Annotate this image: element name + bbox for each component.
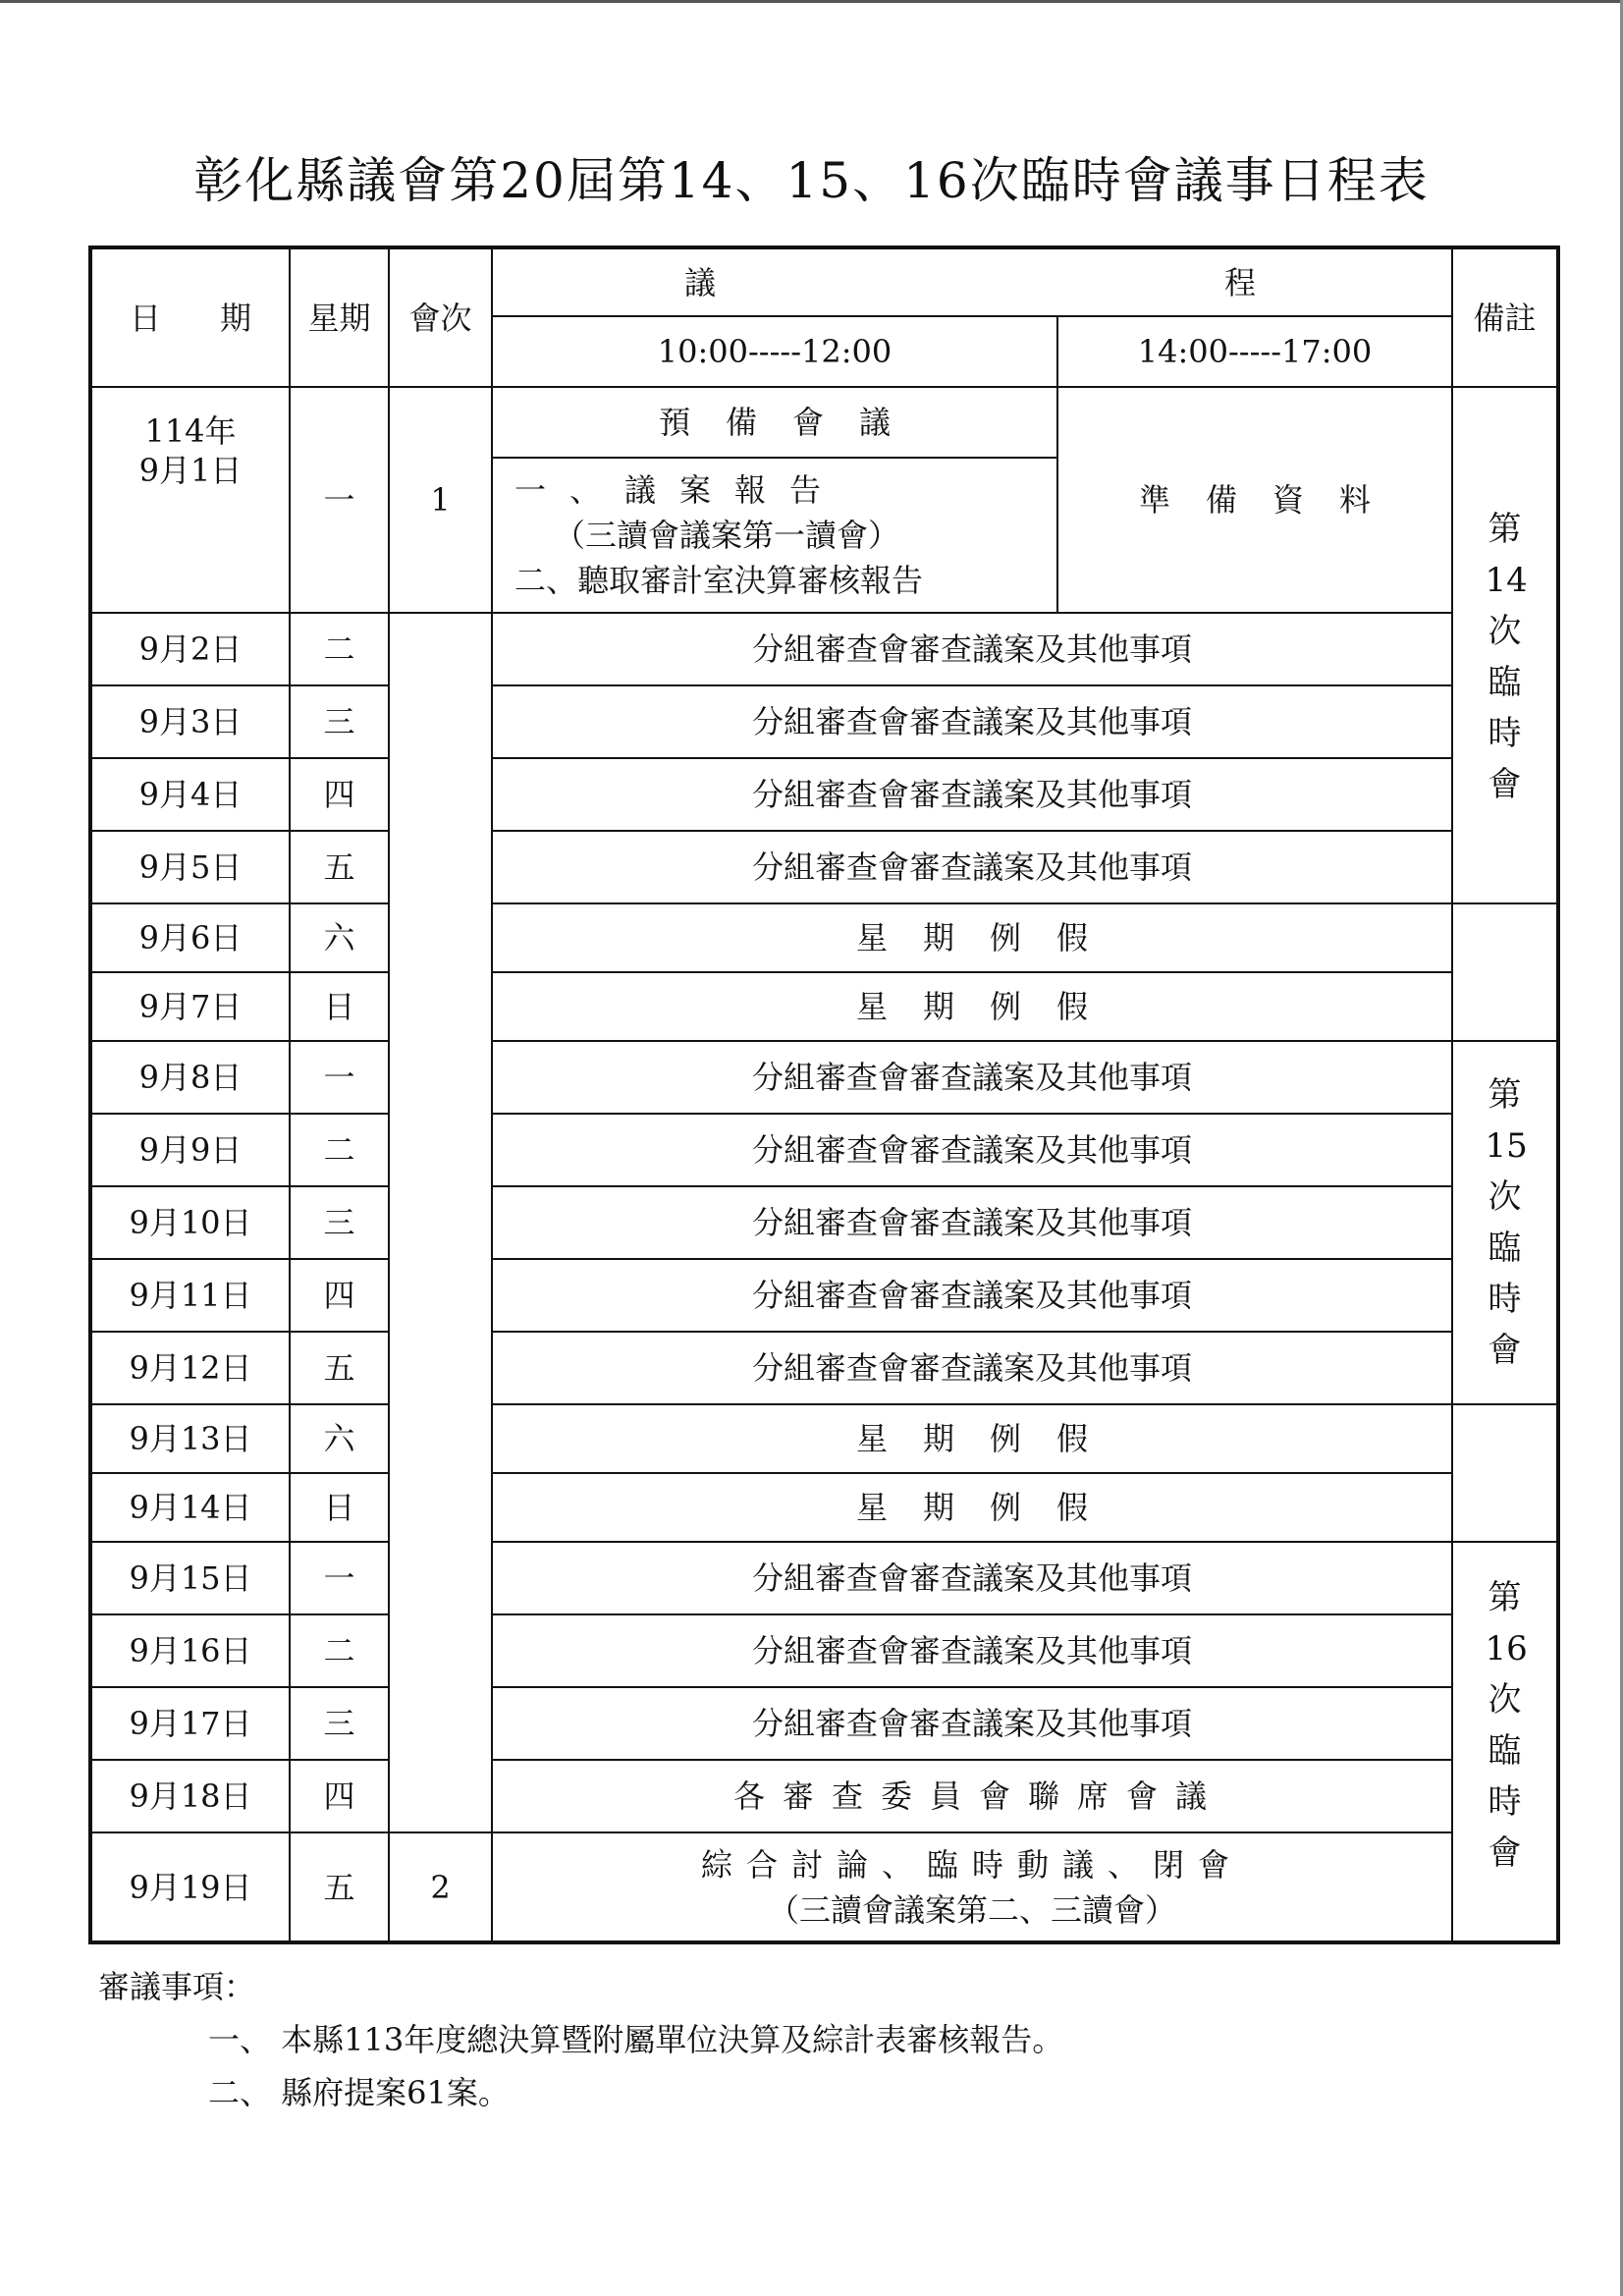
day1-am-item1: 一、議案報告 (514, 471, 845, 509)
row-agenda: 分組審查會審查議案及其他事項 (492, 1114, 1452, 1186)
row-weekday: 四 (290, 1259, 389, 1332)
row-date: 9月12日 (90, 1332, 290, 1404)
row-weekday: 三 (290, 685, 389, 758)
row-weekday: 日 (290, 1473, 389, 1542)
table-row (90, 1542, 1558, 1614)
remark-14-text: 第 14 次 臨 時 會 (1485, 510, 1528, 804)
header-weekday: 星期 (290, 247, 389, 387)
header-session: 會次 (389, 247, 492, 387)
row-agenda: 分組審查會審查議案及其他事項 (492, 1687, 1452, 1760)
row-agenda: 星期例假 (492, 1473, 1452, 1542)
last-agenda-line2: （三讀會議案第二、三讀會） (767, 1890, 1176, 1929)
row-weekday: 五 (290, 1332, 389, 1404)
table-row (90, 1186, 1558, 1259)
row-agenda: 分組審查會審查議案及其他事項 (492, 1186, 1452, 1259)
table-row (90, 1687, 1558, 1760)
row-weekday: 三 (290, 1687, 389, 1760)
row-weekday: 二 (290, 1614, 389, 1687)
table-row (90, 1404, 1558, 1473)
row-weekday: 一 (290, 1041, 389, 1114)
day1-date: 9月1日 (138, 452, 243, 489)
row-date: 9月18日 (90, 1760, 290, 1832)
row-date: 9月19日 (90, 1832, 290, 1942)
row-date: 9月3日 (90, 685, 290, 758)
row-date: 9月4日 (90, 758, 290, 831)
row-agenda: 星期例假 (492, 1404, 1452, 1473)
row-date: 9月5日 (90, 831, 290, 903)
table-row (90, 1473, 1558, 1542)
row-date: 9月8日 (90, 1041, 290, 1114)
row-weekday: 二 (290, 613, 389, 685)
remark-15-text: 第 15 次 臨 時 會 (1485, 1075, 1528, 1370)
day1-year: 114年 (144, 412, 237, 450)
row-date: 9月16日 (90, 1614, 290, 1687)
row-date: 9月9日 (90, 1114, 290, 1186)
header-remark: 備註 (1452, 247, 1558, 387)
table-row (90, 972, 1558, 1041)
remark-blank (1452, 903, 1558, 1041)
row-agenda: 分組審查會審查議案及其他事項 (492, 685, 1452, 758)
row-weekday: 一 (290, 1542, 389, 1614)
table-row (90, 1614, 1558, 1687)
table-row (90, 758, 1558, 831)
schedule-table (88, 246, 1560, 1944)
table-row (90, 1259, 1558, 1332)
header-agenda-left: 議 (684, 264, 717, 301)
page-title: 彰化縣議會第20屆第14、15、16次臨時會議事日程表 (193, 152, 1430, 209)
day1-pm: 準備資料 (1057, 387, 1452, 613)
row-agenda: 分組審查會審查議案及其他事項 (492, 1041, 1452, 1114)
review-notes (98, 1960, 1063, 2119)
table-row (90, 1114, 1558, 1186)
row-agenda: 分組審查會審查議案及其他事項 (492, 613, 1452, 685)
day1-date-cell (90, 387, 290, 613)
day1-am-item1-sub: （三讀會議案第一讀會） (554, 517, 900, 554)
row-agenda: 星期例假 (492, 903, 1452, 972)
row-session: 2 (389, 1832, 492, 1942)
row-agenda: 星期例假 (492, 972, 1452, 1041)
row-weekday: 四 (290, 1760, 389, 1832)
row-agenda: 分組審查會審查議案及其他事項 (492, 1332, 1452, 1404)
header-agenda (492, 247, 1452, 316)
day1-session: 1 (389, 387, 492, 613)
scan-edge-top (0, 0, 1623, 3)
header-date: 日 期 (90, 247, 290, 387)
notes-item-2: 二、 縣府提案61案。 (208, 2074, 510, 2111)
row-agenda: 分組審查會審查議案及其他事項 (492, 1614, 1452, 1687)
row-date: 9月7日 (90, 972, 290, 1041)
row-agenda: 分組審查會審查議案及其他事項 (492, 831, 1452, 903)
day1-am-item2: 二、聽取審計室決算審核報告 (514, 562, 924, 599)
header-time-am: 10:00-----12:00 (492, 316, 1057, 387)
row-weekday: 六 (290, 903, 389, 972)
table-row (90, 1832, 1558, 1942)
remark-16-text: 第 16 次 臨 時 會 (1485, 1578, 1528, 1873)
table-row (90, 1041, 1558, 1114)
header-row (90, 247, 1558, 316)
table-row (90, 831, 1558, 903)
table-row (90, 685, 1558, 758)
last-agenda-line1: 綜合討論、臨時動議、閉會 (700, 1845, 1243, 1884)
notes-item-1: 一、 本縣113年度總決算暨附屬單位決算及綜計表審核報告。 (208, 2021, 1064, 2058)
session-blank (389, 613, 492, 1832)
row-weekday: 六 (290, 1404, 389, 1473)
row-agenda: 分組審查會審查議案及其他事項 (492, 1542, 1452, 1614)
row-date: 9月2日 (90, 613, 290, 685)
row-date: 9月10日 (90, 1186, 290, 1259)
day1-am-items (492, 458, 1057, 613)
table-row (90, 387, 1558, 458)
header-agenda-right: 程 (1224, 264, 1257, 301)
header-time-pm: 14:00-----17:00 (1057, 316, 1452, 387)
day1-weekday: 一 (290, 387, 389, 613)
row-weekday: 三 (290, 1186, 389, 1259)
row-weekday: 二 (290, 1114, 389, 1186)
table-row (90, 613, 1558, 685)
remark-14 (1452, 387, 1558, 903)
row-date: 9月14日 (90, 1473, 290, 1542)
notes-heading: 審議事項： (98, 1968, 256, 2005)
table-row (90, 903, 1558, 972)
row-date: 9月11日 (90, 1259, 290, 1332)
table-row (90, 1332, 1558, 1404)
row-weekday: 五 (290, 1832, 389, 1942)
row-weekday: 五 (290, 831, 389, 903)
row-agenda: 各審查委員會聯席會議 (492, 1760, 1452, 1832)
day1-am-top: 預備會議 (492, 387, 1057, 458)
row-agenda: 分組審查會審查議案及其他事項 (492, 1259, 1452, 1332)
row-date: 9月17日 (90, 1687, 290, 1760)
remark-blank (1452, 1404, 1558, 1542)
remark-15 (1452, 1041, 1558, 1404)
row-date: 9月6日 (90, 903, 290, 972)
row-agenda: 分組審查會審查議案及其他事項 (492, 758, 1452, 831)
table-row (90, 1760, 1558, 1832)
row-date: 9月13日 (90, 1404, 290, 1473)
row-weekday: 四 (290, 758, 389, 831)
row-agenda-last (492, 1832, 1452, 1942)
row-weekday: 日 (290, 972, 389, 1041)
row-date: 9月15日 (90, 1542, 290, 1614)
remark-16 (1452, 1542, 1558, 1942)
